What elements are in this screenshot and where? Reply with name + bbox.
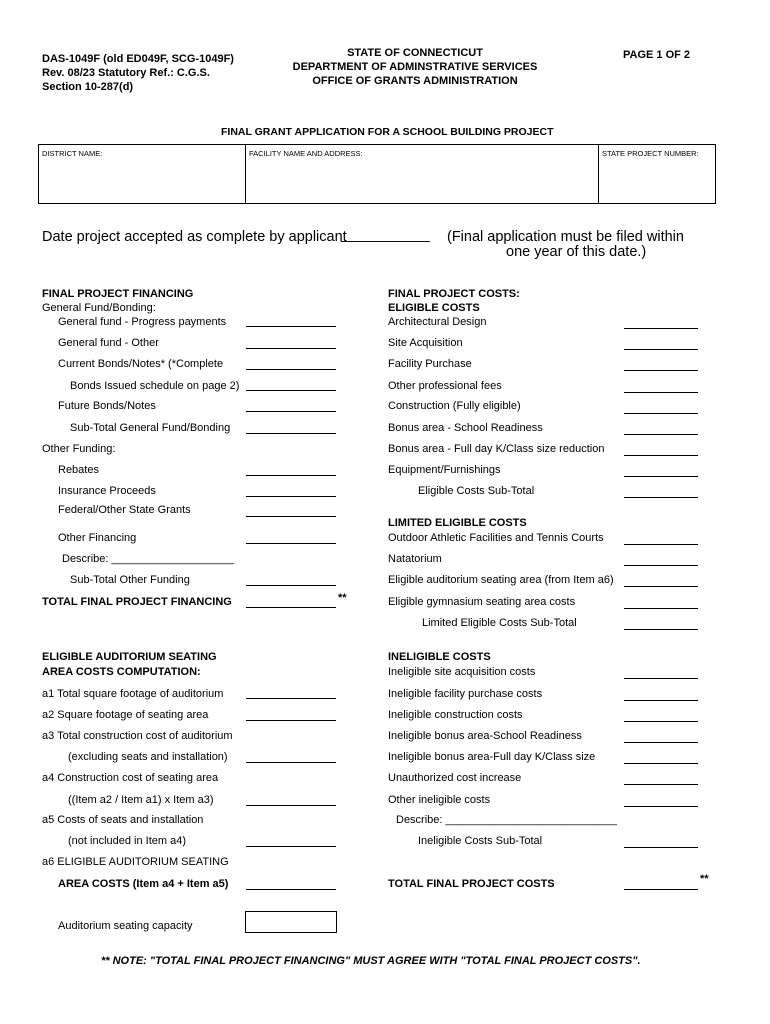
cost-label: Outdoor Athletic Facilities and Tennis Courts <box>388 532 604 544</box>
a6-field[interactable] <box>246 889 336 890</box>
bonds-issued-field[interactable] <box>246 390 336 391</box>
progress-payments-field[interactable] <box>246 326 336 327</box>
form-id-line: DAS-1049F (old ED049F, SCG-1049F) <box>42 53 234 65</box>
facility-name-field[interactable] <box>245 144 599 204</box>
form-id-line: Section 10-287(d) <box>42 81 134 93</box>
total-financing-field[interactable] <box>246 607 336 608</box>
other-inel-field[interactable] <box>624 806 698 807</box>
cost-label: Site Acquisition <box>388 337 463 349</box>
eligible-costs-heading: ELIGIBLE COSTS <box>388 302 480 314</box>
eligible-subtotal-field[interactable] <box>624 497 698 498</box>
financing-label: General fund - Progress payments <box>58 316 227 328</box>
professional-field[interactable] <box>624 392 698 393</box>
natatorium-field[interactable] <box>624 565 698 566</box>
auditorium-capacity-label: Auditorium seating capacity <box>58 920 193 932</box>
cost-label: Ineligible bonus area-School Readiness <box>388 730 582 742</box>
architectural-field[interactable] <box>624 328 698 329</box>
total-costs-asterisks: ** <box>700 873 709 885</box>
financing-subheading: Other Funding: <box>42 443 116 455</box>
auditorium-capacity-field[interactable] <box>245 911 337 933</box>
limited-costs-heading: LIMITED ELIGIBLE COSTS <box>388 517 527 529</box>
financing-heading: FINAL PROJECT FINANCING <box>42 288 194 300</box>
future-bonds-field[interactable] <box>246 411 336 412</box>
auditorium-area-field[interactable] <box>624 586 698 587</box>
date-accepted-label: Date project accepted as complete by applicant <box>42 229 347 245</box>
form-id <box>42 52 234 94</box>
inel-facility-field[interactable] <box>624 700 698 701</box>
cost-label: Unauthorized cost increase <box>388 772 522 784</box>
bonus-readiness-field[interactable] <box>624 434 698 435</box>
gym-area-field[interactable] <box>624 608 698 609</box>
cost-label: Ineligible facility purchase costs <box>388 688 543 700</box>
total-financing-asterisks: ** <box>338 592 347 604</box>
a5-field[interactable] <box>246 846 336 847</box>
rebates-field[interactable] <box>246 475 336 476</box>
page-title: FINAL GRANT APPLICATION FOR A SCHOOL BUILDING PROJECT <box>221 126 554 138</box>
bonus-fullday-field[interactable] <box>624 455 698 456</box>
equipment-field[interactable] <box>624 476 698 477</box>
agency-line: DEPARTMENT OF ADMINSTRATIVE SERVICES <box>292 61 538 73</box>
auditorium-heading: ELIGIBLE AUDITORIUM SEATING <box>42 651 217 663</box>
financing-label: Other Financing <box>58 532 137 544</box>
inel-site-field[interactable] <box>624 678 698 679</box>
site-field[interactable] <box>624 349 698 350</box>
district-name-label: DISTRICT NAME: <box>42 149 103 158</box>
current-bonds-field[interactable] <box>246 369 336 370</box>
financing-subheading: General Fund/Bonding: <box>42 302 156 314</box>
a3-field[interactable] <box>246 762 336 763</box>
auditorium-heading: AREA COSTS COMPUTATION: <box>42 666 201 678</box>
total-costs-label: TOTAL FINAL PROJECT COSTS <box>388 878 555 890</box>
cost-label: Other professional fees <box>388 380 502 392</box>
financing-label: Current Bonds/Notes* (*Complete <box>58 358 224 370</box>
gf-other-field[interactable] <box>246 348 336 349</box>
project-number-field[interactable] <box>598 144 716 204</box>
form-id-line: Rev. 08/23 Statutory Ref.: C.G.S. <box>42 67 210 79</box>
limited-subtotal-field[interactable] <box>624 629 698 630</box>
inel-subtotal-field[interactable] <box>624 847 698 848</box>
facility-name-label: FACILITY NAME AND ADDRESS: <box>249 149 363 158</box>
cost-label: Eligible auditorium seating area (from Item a6) <box>388 574 614 586</box>
project-number-label: STATE PROJECT NUMBER: <box>602 149 699 158</box>
financing-label: Federal/Other State Grants <box>58 504 191 516</box>
footer-note: ** NOTE: "TOTAL FINAL PROJECT FINANCING" MUST AGREE WITH "TOTAL FINAL PROJECT COSTS". <box>101 955 641 967</box>
unauthorized-field[interactable] <box>624 784 698 785</box>
auditorium-label: a1 Total square footage of auditorium <box>42 688 224 700</box>
inel-bonus-readiness-field[interactable] <box>624 742 698 743</box>
cost-label: Facility Purchase <box>388 358 472 370</box>
ineligible-costs-heading: INELIGIBLE COSTS <box>388 651 491 663</box>
a1-field[interactable] <box>246 698 336 699</box>
outdoor-field[interactable] <box>624 544 698 545</box>
financing-label: Future Bonds/Notes <box>58 400 156 412</box>
federal-grants-field[interactable] <box>246 516 336 517</box>
facility-purchase-field[interactable] <box>624 370 698 371</box>
financing-label: Rebates <box>58 464 99 476</box>
agency-line: OFFICE OF GRANTS ADMINISTRATION <box>312 75 518 87</box>
auditorium-label: AREA COSTS (Item a4 + Item a5) <box>58 878 229 890</box>
cost-label: Architectural Design <box>388 316 487 328</box>
subtotal-gf-field[interactable] <box>246 433 336 434</box>
agency-line: STATE OF CONNECTICUT <box>347 47 483 59</box>
filing-note: one year of this date.) <box>506 244 647 260</box>
cost-label: Bonus area - Full day K/Class size reduction <box>388 443 605 455</box>
cost-label: Equipment/Furnishings <box>388 464 501 476</box>
total-financing-label: TOTAL FINAL PROJECT FINANCING <box>42 596 232 608</box>
cost-label: Natatorium <box>388 553 442 565</box>
financing-label: Bonds Issued schedule on page 2) <box>70 380 240 392</box>
financing-label: Sub-Total Other Funding <box>70 574 190 586</box>
a2-field[interactable] <box>246 720 336 721</box>
cost-label: Ineligible site acquisition costs <box>388 666 536 678</box>
other-financing-describe[interactable]: Describe: ____________________ <box>62 553 234 565</box>
auditorium-label: a4 Construction cost of seating area <box>42 772 219 784</box>
cost-label: Ineligible Costs Sub-Total <box>418 835 543 847</box>
cost-label: Construction (Fully eligible) <box>388 400 521 412</box>
other-financing-field[interactable] <box>246 543 336 544</box>
date-accepted-field[interactable]: ___________ <box>341 227 430 243</box>
agency-block <box>270 46 560 88</box>
auditorium-label: a3 Total construction cost of auditorium <box>42 730 233 742</box>
construction-field[interactable] <box>624 413 698 414</box>
auditorium-label: (not included in Item a4) <box>68 835 187 847</box>
cost-label: Eligible Costs Sub-Total <box>418 485 535 497</box>
cost-label: Bonus area - School Readiness <box>388 422 543 434</box>
district-name-field[interactable] <box>38 144 246 204</box>
a4-field[interactable] <box>246 805 336 806</box>
other-inel-describe[interactable]: Describe: ____________________________ <box>396 814 617 826</box>
cost-label: Ineligible construction costs <box>388 709 523 721</box>
cost-label: Ineligible bonus area-Full day K/Class size <box>388 751 596 763</box>
auditorium-label: ((Item a2 / Item a1) x Item a3) <box>68 794 214 806</box>
insurance-field[interactable] <box>246 496 336 497</box>
financing-label: Insurance Proceeds <box>58 485 156 497</box>
auditorium-label: (excluding seats and installation) <box>68 751 228 763</box>
inel-construction-field[interactable] <box>624 721 698 722</box>
subtotal-other-field[interactable] <box>246 585 336 586</box>
cost-label: Limited Eligible Costs Sub-Total <box>422 617 577 629</box>
total-costs-field[interactable] <box>624 889 698 890</box>
auditorium-label: a5 Costs of seats and installation <box>42 814 204 826</box>
cost-label: Eligible gymnasium seating area costs <box>388 596 576 608</box>
costs-heading: FINAL PROJECT COSTS: <box>388 288 520 300</box>
cost-label: Other ineligible costs <box>388 794 491 806</box>
auditorium-label: a2 Square footage of seating area <box>42 709 209 721</box>
financing-label: Sub-Total General Fund/Bonding <box>70 422 231 434</box>
page-number: PAGE 1 OF 2 <box>623 49 691 61</box>
auditorium-label: a6 ELIGIBLE AUDITORIUM SEATING <box>42 856 229 868</box>
filing-note: (Final application must be filed within <box>447 229 684 245</box>
financing-label: General fund - Other <box>58 337 159 349</box>
inel-bonus-fullday-field[interactable] <box>624 763 698 764</box>
